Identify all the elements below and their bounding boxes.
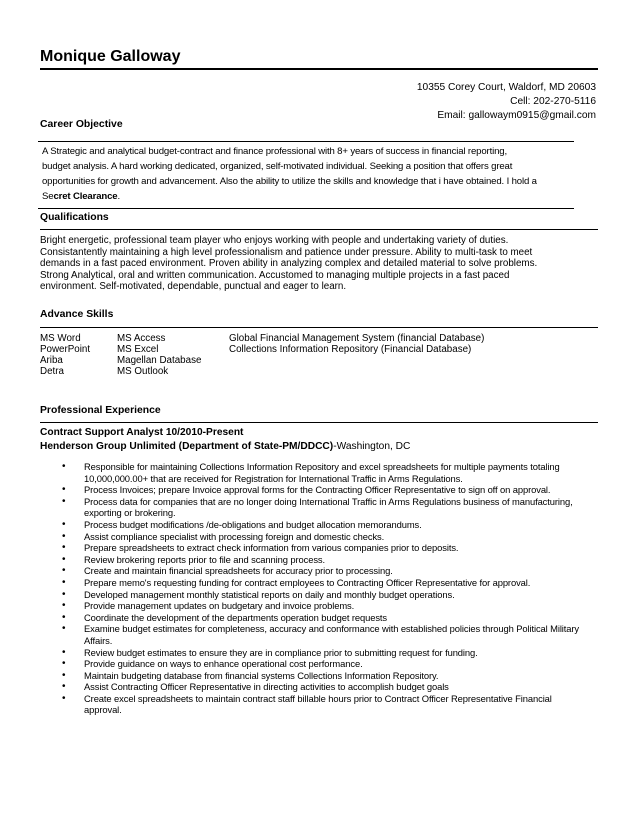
qualifications-heading: Qualifications [40, 212, 109, 223]
list-item: • Responsible for maintaining Collections Information Repository and excel spreadsheets for multiple payments totaling 10,000,000.00+ that are received for Registration for International Traffic in Arms Regulations. [40, 461, 590, 484]
objective-heading: Career Objective [40, 119, 123, 130]
objective-text: Se [42, 191, 54, 202]
skill-item: Detra [40, 366, 64, 377]
qualifications-line: Bright energetic, professional team player who enjoys working with people and undertaking variety of duties. [40, 235, 509, 246]
qualifications-rule [40, 229, 598, 230]
skills-rule [40, 327, 598, 328]
clearance-text: cret Clearance [53, 191, 118, 202]
skill-item: Global Financial Management System (financial Database) [229, 333, 485, 344]
job-title: Contract Support Analyst 10/2010-Present [40, 427, 244, 438]
list-item: • Maintain budgeting database from financial systems Collections Information Repository. [40, 670, 590, 682]
objective-line [42, 189, 570, 204]
list-item: • Developed management monthly statistical reports on daily and monthly budget operations. [40, 589, 590, 601]
list-item: • Process budget modifications /de-obligations and budget allocation memorandums. [40, 519, 590, 531]
objective-line: opportunities for growth and advancement. Also the ability to utilize the skills and knowledge that i have obtained. I hold a [42, 176, 537, 187]
list-item: • Create and maintain financial spreadsheets for accuracy prior to processing. [40, 565, 590, 577]
skills-column-2 [117, 333, 201, 377]
skill-item: Ariba [40, 355, 63, 366]
skills-column-1 [40, 333, 90, 377]
qualifications-line: Consistantently maintaining a high level professionalism and patience under pressure. Ability to multi-task to meet [40, 246, 533, 258]
job-employer: Henderson Group Unlimited (Department of State-PM/DDCC) [40, 441, 334, 452]
objective-box [38, 141, 574, 209]
objective-line: budget analysis. A hard working dedicated, organized, self-motivated individual. Seeking a position that offers great [42, 161, 513, 172]
qualifications-line: demands in a fast paced environment. Proven ability in analyzing complex and detailed material to solve problems. [40, 258, 538, 270]
skill-item: Magellan Database [117, 355, 202, 366]
list-item: • Review budget estimates to ensure they are in compliance prior to submitting request for funding. [40, 647, 590, 659]
list-item: • Examine budget estimates for completeness, accuracy and conformance with established policies through Political Military Affairs. [40, 623, 590, 646]
objective-line: A Strategic and analytical budget-contract and finance professional with 8+ years of success in financial reporting, [42, 146, 507, 157]
list-item: • Process Invoices; prepare Invoice approval forms for the Contracting Officer Representative to sign off on approval. [40, 484, 590, 496]
experience-heading: Professional Experience [40, 405, 161, 416]
list-item: • Process data for companies that are no longer doing International Traffic in Arms Regulations business of manufacturing, exporting or brokering. [40, 496, 590, 519]
contact-address: 10355 Corey Court, Waldorf, MD 20603 [416, 82, 596, 93]
list-item: • Assist Contracting Officer Representative in directing activities to accomplish budget goals [40, 681, 590, 693]
list-item: • Provide management updates on budgetary and invoice problems. [40, 600, 590, 612]
contact-cell: Cell: 202-270-5116 [510, 96, 596, 107]
skill-item: Collections Information Repository (Financial Database) [229, 344, 472, 355]
candidate-name: Monique Galloway [40, 48, 181, 65]
job-employer-line [40, 441, 410, 452]
experience-rule [40, 422, 598, 423]
skill-item: MS Word [40, 333, 81, 344]
contact-email: Email: gallowaym0915@gmail.com [437, 110, 596, 121]
qualifications-line: environment. Self-motivated, dependable, punctual and eager to learn. [40, 281, 347, 293]
job-location: -Washington, DC [333, 441, 411, 452]
list-item: • Prepare spreadsheets to extract check information from various companies prior to deposits. [40, 542, 590, 554]
skill-item: MS Excel [117, 344, 159, 355]
skills-heading: Advance Skills [40, 309, 114, 320]
header-rule [40, 68, 598, 70]
qualifications-text [40, 235, 580, 293]
list-item: • Coordinate the development of the departments operation budget requests [40, 612, 590, 624]
list-item: • Create excel spreadsheets to maintain contract staff billable hours prior to Contract Officer Representative Financial approval. [40, 693, 590, 716]
objective-text: . [117, 191, 120, 202]
list-item: • Provide guidance on ways to enhance operational cost performance. [40, 658, 590, 670]
skill-item: PowerPoint [40, 344, 91, 355]
qualifications-line: Strong Analytical, oral and written communication. Accustomed to managing multiple projects in a fast paced [40, 269, 510, 281]
skill-item: MS Outlook [117, 366, 169, 377]
list-item: • Prepare memo's requesting funding for contract employees to Contracting Officer Representative for approval. [40, 577, 590, 589]
skills-column-3 [229, 333, 484, 355]
skill-item: MS Access [117, 333, 166, 344]
list-item: • Review brokering reports prior to file and scanning process. [40, 554, 590, 566]
responsibilities-list [40, 461, 590, 716]
list-item: • Assist compliance specialist with processing foreign and domestic checks. [40, 531, 590, 543]
